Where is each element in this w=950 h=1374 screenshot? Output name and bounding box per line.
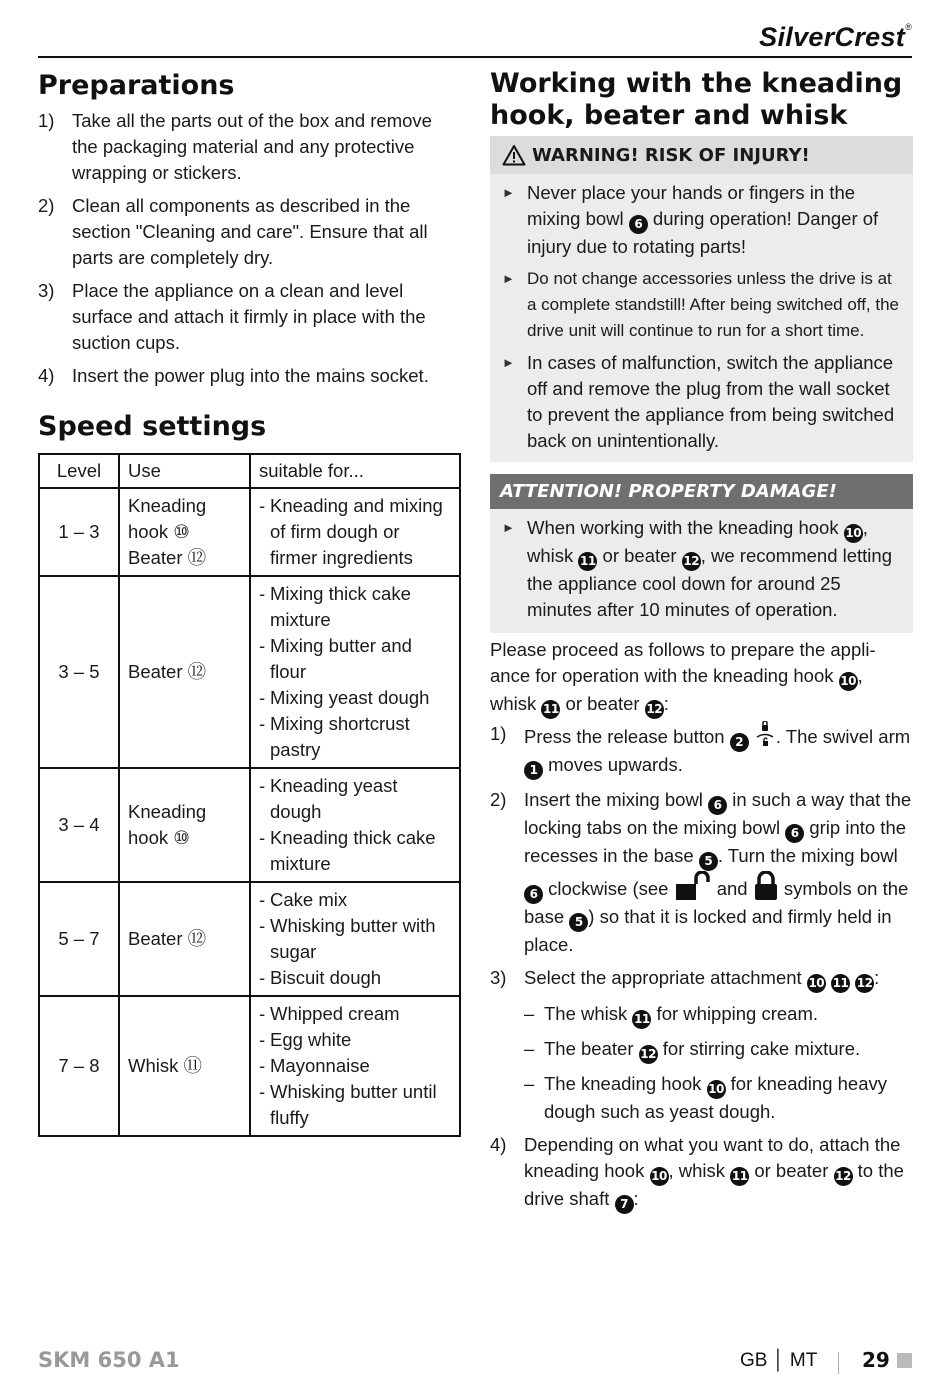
attention-box [490, 474, 913, 633]
table-row [39, 488, 460, 576]
list-item: – The kneading hook 10 for kneading heavy dough such as yeast dough. [524, 1073, 887, 1122]
level-cell: 3 – 4 [39, 768, 119, 882]
footer-square-marker [897, 1353, 912, 1368]
warning-item: ► In cases of malfunction, switch the appliance off and remove the plug from the wall socket to prevent the appliance from being switched back on unintentionally. [502, 352, 895, 451]
page-number: 29 [862, 1348, 890, 1372]
column-header: Level [39, 454, 119, 488]
attention-header: ATTENTION! PROPERTY DAMAGE! [490, 474, 913, 509]
use-cell: Beater ⑫ [119, 576, 250, 768]
level-cell: 5 – 7 [39, 882, 119, 996]
warning-box [490, 136, 913, 462]
column-header: Use [119, 454, 250, 488]
bullet-arrow-icon: ► [502, 185, 515, 200]
table-header-row [39, 454, 460, 488]
language-codes: GB │ MT [740, 1350, 818, 1371]
header-rule [38, 56, 912, 58]
bullet-arrow-icon: ► [502, 355, 515, 370]
right-column [490, 66, 913, 1221]
list-item: 2) Insert the mixing bowl 6 in such a way that the locking tabs on the mixing bowl 6 grip into the recesses in the base 5 . Turn the mixing bowl 6 clockwise (see and symbols on the base 5 ) so that it is locked and firmly held in place. [490, 789, 912, 955]
bullet-arrow-icon: ► [502, 520, 515, 535]
warning-item: ► Never place your hands or fingers in the mixing bowl 6 during operation! Danger of injury due to rotating parts! [502, 182, 879, 257]
intro-paragraph: Please proceed as follows to prepare the appli-ance for operation with the kneading hook 10, whisk 11 or beater 12: [490, 637, 913, 719]
use-cell: Beater ⑫ [119, 882, 250, 996]
unlocked-padlock-icon [674, 871, 712, 901]
speed-settings-table [38, 453, 461, 1137]
suitable-cell: - Kneading yeast dough - Kneading thick cake mixture [250, 768, 460, 882]
suitable-cell: - Mixing thick cake mixture - Mixing butter and flour - Mixing yeast dough - Mixing shortcrust pastry [250, 576, 460, 768]
list-item: – The whisk 11 for whipping cream. [524, 1001, 913, 1029]
bullet-arrow-icon: ► [502, 271, 515, 286]
list-item: 3) Select the appropriate attachment 10 11 12: – The whisk 11 for whipping cream. – The beater 12 for stirring cake mixture. – The kneading hook 10 for kneading heavy dough such as yeast dough. [490, 965, 913, 1125]
model-number: SKM 650 A1 [38, 1348, 180, 1372]
suitable-cell: - Whipped cream - Egg white - Mayonnaise - Whisking butter until fluffy [250, 996, 460, 1136]
preparations-heading: Preparations [38, 70, 235, 101]
level-cell: 1 – 3 [39, 488, 119, 576]
working-steps [490, 721, 913, 1214]
footer-divider [838, 1352, 839, 1374]
use-cell: Kneading hook ⑩ [119, 768, 250, 882]
warning-item: ► Do not change accessories unless the drive is at a complete standstill! After being switched off, the drive unit will continue to run for a short time. [490, 266, 905, 344]
table-row [39, 768, 460, 882]
attention-item: ► When working with the kneading hook 10, whisk 11 or beater 12, we recommend letting the appliance cool down for around 25 minutes after 10 minutes of operation. [502, 517, 892, 620]
attachment-list [524, 1001, 913, 1125]
use-cell: Whisk ⑪ [119, 996, 250, 1136]
locked-padlock-icon [753, 871, 779, 901]
brand-logo: SilverCrest® [759, 22, 912, 52]
list-item: 1) Take all the parts out of the box and remove the packaging material and any protective wrapping or stickers. [38, 110, 432, 183]
list-item: 1) Press the release button 2 . The swivel arm 1 moves upwards. [490, 721, 913, 780]
speed-settings-heading: Speed settings [38, 411, 267, 442]
list-item: 2) Clean all components as described in the section "Cleaning and care". Ensure that all parts are completely dry. [38, 195, 428, 268]
unlock-release-icon [754, 721, 776, 749]
left-column [38, 66, 462, 1137]
warning-triangle-icon [502, 144, 526, 166]
table-row [39, 996, 460, 1136]
table-row [39, 576, 460, 768]
list-item: 4) Insert the power plug into the mains socket. [38, 365, 429, 386]
level-cell: 7 – 8 [39, 996, 119, 1136]
column-header: suitable for... [250, 454, 460, 488]
preparations-steps [38, 108, 462, 389]
use-cell: Kneading hook ⑩ Beater ⑫ [119, 488, 250, 576]
level-cell: 3 – 5 [39, 576, 119, 768]
table-row [39, 882, 460, 996]
suitable-cell: - Kneading and mixing of firm dough or firmer ingredients [250, 488, 460, 576]
suitable-cell: - Cake mix - Whisking butter with sugar - Biscuit dough [250, 882, 460, 996]
list-item: – The beater 12 for stirring cake mixture. [524, 1036, 913, 1064]
callout-bowl: 6 [629, 215, 648, 234]
working-heading: Working with the kneading hook, beater and whisk [490, 68, 903, 131]
warning-header: WARNING! RISK OF INJURY! [490, 136, 913, 174]
list-item: 4) Depending on what you want to do, attach the kneading hook 10, whisk 11 or beater 12 to the drive shaft 7 : [490, 1132, 913, 1214]
list-item: 3) Place the appliance on a clean and level surface and attach it firmly in place with the suction cups. [38, 280, 426, 353]
